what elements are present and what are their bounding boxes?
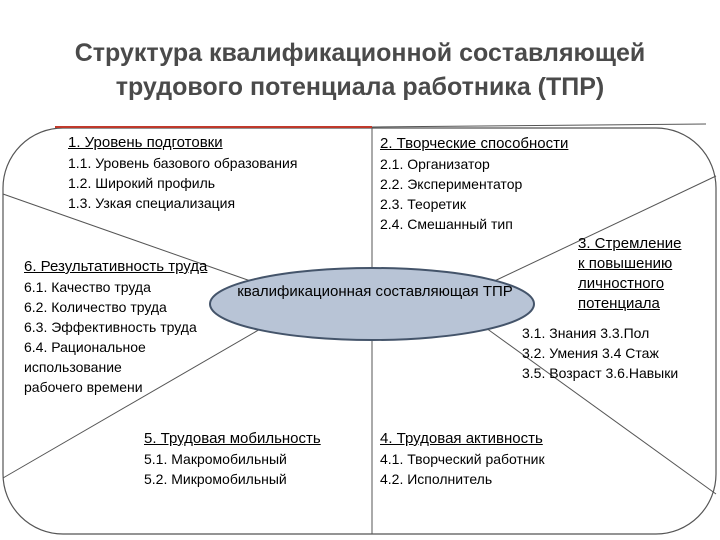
block-item: 3.1. Знания 3.3.Пол [522, 325, 650, 341]
block-header: 4. Трудовая активность [380, 430, 543, 447]
title-line-1: Структура квалификационной составляющей [74, 39, 646, 67]
center-label [210, 282, 540, 302]
block-item: 1.3. Узкая специализация [68, 195, 236, 211]
block-header-line: к повышению [578, 255, 673, 272]
block-labor-activity [380, 429, 545, 489]
block-item: 6.2. Количество труда [24, 299, 167, 315]
center-ellipse [210, 268, 534, 340]
block-header: 2. Творческие способности [380, 135, 569, 152]
accent-line-right [372, 124, 706, 127]
center-label-line-2: ТПР [482, 283, 513, 300]
block-item: 1.2. Широкий профиль [68, 175, 216, 191]
block-work-effectiveness [24, 257, 207, 397]
block-header-line: личностного [578, 275, 665, 292]
block-item: использование [24, 359, 122, 375]
block-item: 3.2. Умения 3.4 Стаж [522, 345, 659, 361]
block-header-line: потенциала [578, 295, 660, 312]
block-training-level [68, 133, 297, 213]
block-item: 6.1. Качество труда [24, 279, 151, 295]
block-item: 2.1. Организатор [380, 156, 490, 172]
block-self-improvement-items [522, 323, 678, 383]
block-item: 4.2. Исполнитель [380, 471, 493, 487]
block-header: 6. Результативность труда [24, 258, 208, 275]
block-header: 1. Уровень подготовки [68, 134, 223, 151]
block-header-line: 3. Стремление [578, 235, 682, 252]
block-header: 5. Трудовая мобильность [144, 430, 321, 447]
block-item: 2.4. Смешанный тип [380, 216, 513, 232]
block-item: 3.5. Возраст 3.6.Навыки [522, 365, 679, 381]
block-item: рабочего времени [24, 379, 143, 395]
title-line-2: трудового потенциала работника (ТПР) [115, 73, 605, 101]
block-item: 6.3. Эффективность труда [24, 319, 197, 335]
block-item: 1.1. Уровень базового образования [68, 155, 298, 171]
center-label-line-1: квалификационная составляющая [237, 283, 479, 300]
block-item: 5.2. Микромобильный [144, 471, 287, 487]
block-self-improvement-header [578, 234, 681, 314]
block-item: 2.2. Экспериментатор [380, 176, 523, 192]
block-item: 6.4. Рациональное [24, 339, 146, 355]
block-item: 5.1. Макромобильный [144, 451, 287, 467]
block-creative-abilities [380, 134, 568, 234]
block-item: 2.3. Теоретик [380, 196, 467, 212]
block-item: 4.1. Творческий работник [380, 451, 545, 467]
block-labor-mobility [144, 429, 321, 489]
